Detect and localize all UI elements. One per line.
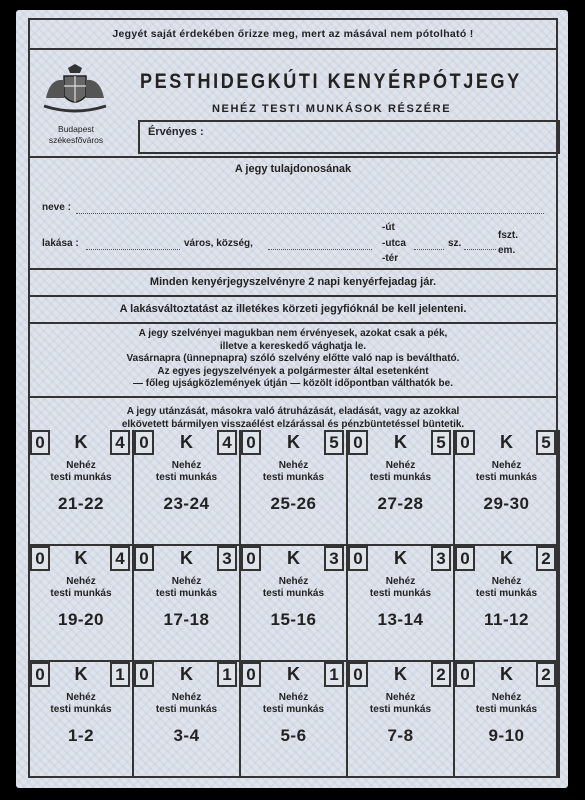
coupon-label-line2: testi munkás — [262, 588, 325, 599]
coupon-left-digit: 0 — [30, 662, 50, 687]
legal-line: A jegy utánzását, másokra való átruházását, eladását, vagy az azokkal — [126, 406, 460, 417]
city-label: város, község, — [184, 238, 253, 249]
coupon-right-digit: 3 — [431, 546, 451, 571]
coupon[interactable] — [455, 546, 560, 662]
coupon-days: 21-22 — [58, 494, 104, 513]
coupon-days: 1-2 — [67, 726, 95, 745]
coupon-label-line2: testi munkás — [155, 472, 218, 483]
coupon-left-digit: 0 — [348, 546, 368, 571]
coupon-code-letter: K — [180, 432, 193, 452]
coupon-days: 15-16 — [270, 610, 317, 629]
street-ut-label: -út — [382, 222, 395, 233]
divider — [30, 322, 556, 324]
coupon[interactable] — [455, 430, 560, 546]
card-title: PESTHIDEGKÚTI KENYÉRPÓTJEGY — [140, 70, 522, 93]
card-subtitle: NEHÉZ TESTI MUNKÁSOK RÉSZÉRE — [212, 103, 452, 115]
issuer-city-line1: Budapest — [58, 124, 94, 134]
coupon-left-digit: 0 — [348, 430, 368, 455]
coupon-left-digit: 0 — [30, 430, 50, 455]
coupon-days: 23-24 — [163, 494, 210, 513]
coupon-code-letter: K — [74, 432, 88, 452]
coupon-right-digit: 1 — [324, 662, 344, 687]
floor-field[interactable] — [464, 249, 496, 250]
rule-line: — főleg ujságközlemények útján — közölt időpontban válthatók be. — [132, 378, 454, 389]
rule-line: illetve a kereskedő vághatja le. — [219, 340, 367, 352]
coupon[interactable] — [134, 662, 241, 778]
coat-of-arms-icon — [42, 64, 108, 114]
coupon-left-digit: 0 — [455, 430, 475, 455]
coupon-code-letter: K — [287, 432, 300, 452]
issuer-city-line2: székesfőváros — [48, 135, 104, 145]
coupon-code-letter: K — [394, 432, 407, 452]
coupon[interactable] — [241, 430, 348, 546]
city-field[interactable] — [86, 249, 180, 250]
divider — [30, 396, 556, 398]
coupon-days: 29-30 — [483, 494, 530, 513]
coupon-label-line1: Nehéz — [66, 576, 96, 587]
coupon-label-line2: testi munkás — [155, 704, 218, 715]
coupon-label-line2: testi munkás — [475, 704, 538, 715]
coupon-label-line1: Nehéz — [385, 692, 416, 703]
coupon-code-letter: K — [287, 664, 300, 684]
valid-box[interactable] — [138, 120, 560, 154]
coupon[interactable] — [28, 430, 134, 546]
coupon-right-digit: 2 — [431, 662, 451, 687]
coupon-label-line2: testi munkás — [50, 472, 112, 483]
legal-line: elkövetett bármilyen visszaélést elzárással és pénzbüntetéssel büntetik. — [121, 419, 465, 430]
divider — [30, 295, 556, 297]
coupon-left-digit: 0 — [241, 430, 261, 455]
street-field[interactable] — [268, 249, 372, 250]
coupon-days: 9-10 — [488, 726, 525, 745]
number-label: sz. — [448, 238, 462, 249]
coupon-label-line1: Nehéz — [278, 576, 309, 587]
coupon-left-digit: 0 — [30, 546, 50, 571]
street-ter-label: -tér — [382, 253, 399, 264]
floor-label-2: em. — [498, 245, 516, 256]
coupon-label-line2: testi munkás — [262, 472, 325, 483]
coupon-label-line2: testi munkás — [50, 704, 112, 715]
coupon-label-line1: Nehéz — [171, 460, 202, 471]
coupon[interactable] — [348, 546, 455, 662]
divider — [30, 48, 556, 50]
coupon-right-digit: 5 — [431, 430, 451, 455]
rule-line: Vasárnapra (ünnepnapra) szóló szelvény előtte való nap is beváltható. — [126, 353, 460, 364]
coupon-label-line2: testi munkás — [475, 472, 538, 483]
coupon-label-line1: Nehéz — [491, 460, 522, 471]
usage-rules — [70, 328, 516, 391]
coupon-code-letter: K — [180, 548, 193, 568]
coupon-label-line1: Nehéz — [278, 692, 309, 703]
floor-label: fszt. — [498, 230, 518, 241]
coupon-days: 5-6 — [280, 726, 307, 745]
coupon-code-letter: K — [180, 664, 193, 684]
coupon-right-digit: 4 — [110, 546, 130, 571]
coupon-label-line2: testi munkás — [262, 704, 325, 715]
coupon[interactable] — [348, 662, 455, 778]
coupon-left-digit: 0 — [241, 662, 261, 687]
coupon-left-digit: 0 — [134, 546, 154, 571]
coupon[interactable] — [241, 662, 348, 778]
coupon-days: 17-18 — [163, 610, 210, 629]
coupon[interactable] — [134, 546, 241, 662]
owner-heading: A jegy tulajdonosának — [234, 163, 352, 175]
coupon-days: 3-4 — [173, 726, 200, 745]
coupon-label-line1: Nehéz — [278, 460, 309, 471]
coupon-right-digit: 2 — [536, 662, 556, 687]
coupon-right-digit: 3 — [324, 546, 344, 571]
coupon-label-line1: Nehéz — [491, 576, 522, 587]
address-label: lakása : — [42, 238, 79, 249]
coupon-days: 19-20 — [58, 610, 104, 629]
coupon-right-digit: 4 — [110, 430, 130, 455]
rule-line: A jegy szelvényei magukban nem érvényesek, azokat csak a pék, — [138, 328, 448, 339]
coupon-days: 27-28 — [377, 494, 424, 513]
coupon-label-line2: testi munkás — [369, 588, 432, 599]
street-utca-label: -utca — [382, 238, 406, 249]
coupon-code-letter: K — [74, 548, 88, 568]
coupon-left-digit: 0 — [241, 546, 261, 571]
valid-label: Érvényes : — [148, 126, 204, 138]
issuer-city — [36, 124, 116, 146]
name-label: neve : — [42, 202, 71, 213]
coupon-right-digit: 5 — [536, 430, 556, 455]
coupon[interactable] — [455, 662, 560, 778]
coupon-code-letter: K — [287, 548, 300, 568]
coupon-days: 25-26 — [270, 494, 317, 513]
coupon-label-line1: Nehéz — [385, 576, 416, 587]
coupon-days: 11-12 — [483, 610, 530, 629]
coupon-code-letter: K — [500, 548, 513, 568]
coupon-left-digit: 0 — [134, 430, 154, 455]
coupon-label-line1: Nehéz — [491, 692, 522, 703]
divider — [30, 156, 556, 158]
coupon-left-digit: 0 — [455, 546, 475, 571]
coupon-right-digit: 2 — [536, 546, 556, 571]
coupon-label-line2: testi munkás — [475, 588, 538, 599]
name-field[interactable] — [76, 213, 544, 214]
bread-ration-card — [16, 10, 568, 788]
coupon-code-letter: K — [394, 548, 407, 568]
coupon-days: 7-8 — [387, 726, 414, 745]
coupon-label-line1: Nehéz — [385, 460, 416, 471]
address-change-note: A lakásváltoztatást az illetékes körzeti jegyfióknál be kell jelenteni. — [119, 303, 467, 315]
coupon-label-line2: testi munkás — [50, 588, 112, 599]
coupon-code-letter: K — [500, 432, 513, 452]
coupon-label-line1: Nehéz — [171, 576, 202, 587]
coupon-code-letter: K — [500, 664, 513, 684]
coupon[interactable] — [241, 546, 348, 662]
top-warning: Jegyét saját érdekében őrizze meg, mert az másával nem pótolható ! — [112, 28, 474, 40]
coupon-grid — [28, 430, 560, 778]
rule-line: Az egyes jegyszelvények a polgármester által esetenként — [157, 365, 429, 377]
coupon-label-line2: testi munkás — [155, 588, 218, 599]
coupon-code-letter: K — [74, 664, 88, 684]
coupon[interactable] — [28, 662, 134, 778]
number-field[interactable] — [414, 249, 444, 250]
coupon-right-digit: 4 — [217, 430, 237, 455]
coupon-left-digit: 0 — [134, 662, 154, 687]
coupon-right-digit: 1 — [217, 662, 237, 687]
legal-warning — [50, 405, 536, 431]
coupon-days: 13-14 — [377, 610, 424, 629]
coupon-code-letter: K — [394, 664, 407, 684]
coupon-label-line1: Nehéz — [171, 692, 202, 703]
coupon-label-line2: testi munkás — [369, 704, 432, 715]
coupon-right-digit: 5 — [324, 430, 344, 455]
coupon-right-digit: 3 — [217, 546, 237, 571]
ration-note: Minden kenyérjegyszelvényre 2 napi kenyérfejadag jár. — [149, 276, 437, 288]
coupon-left-digit: 0 — [455, 662, 475, 687]
coupon[interactable] — [28, 546, 134, 662]
coupon[interactable] — [348, 430, 455, 546]
divider — [30, 268, 556, 270]
coupon-label-line1: Nehéz — [66, 460, 96, 471]
coupon[interactable] — [134, 430, 241, 546]
coupon-label-line1: Nehéz — [66, 692, 96, 703]
coupon-right-digit: 1 — [110, 662, 130, 687]
coupon-left-digit: 0 — [348, 662, 368, 687]
coupon-label-line2: testi munkás — [369, 472, 432, 483]
